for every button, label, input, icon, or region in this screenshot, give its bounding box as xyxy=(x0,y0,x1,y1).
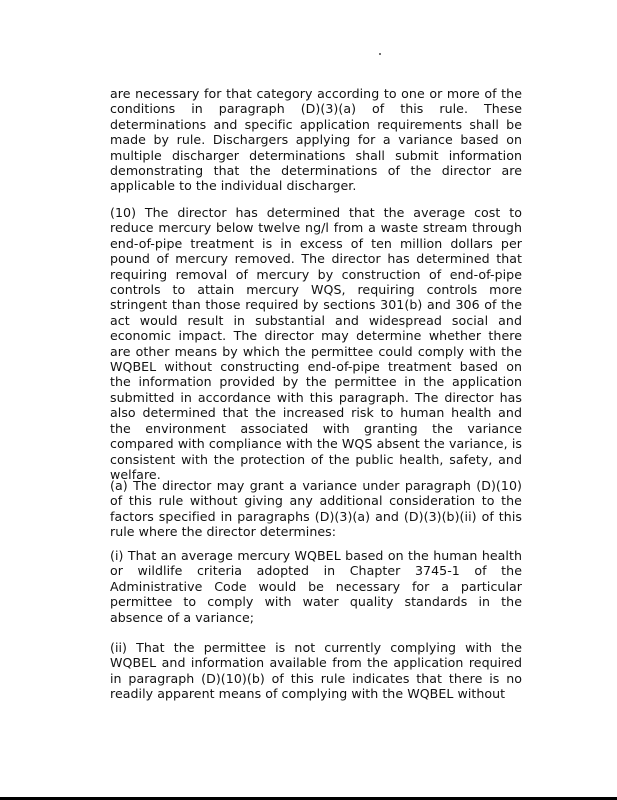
paragraph-10-a: (a) The director may grant a variance under paragraph (D)(10) of this rule without giving any additional consideration to the factors specified in paragraphs (D)(3)(a) and (D)(3)(b)(ii) of this rule where the director determines: xyxy=(110,478,522,540)
paragraph-10-a-i: (i) That an average mercury WQBEL based on the human health or wildlife criteria adopted in Chapter 3745-1 of the Administrative Code would be necessary for a particular permittee to comply with water quality standards in the absence of a variance; xyxy=(110,548,522,625)
scan-speck xyxy=(379,53,381,55)
paragraph-10-a-ii: (ii) That the permittee is not currently complying with the WQBEL and information available from the application required in paragraph (D)(10)(b) of this rule indicates that there is no readily apparent means of complying with the WQBEL without xyxy=(110,640,522,702)
paragraph-10: (10) The director has determined that the average cost to reduce mercury below twelve ng/l from a waste stream through end-of-pipe treatment is in excess of ten million dollars per pound of mercury removed. The director has determined that requiring removal of mercury by construction of end-of-pipe controls to attain mercury WQS, requiring controls more stringent than those required by sections 301(b) and 306 of the act would result in substantial and widespread social and economic impact. The director may determine whether there are other means by which the permittee could comply with the WQBEL without constructing end-of-pipe treatment based on the information provided by the permittee in the application submitted in accordance with this paragraph. The director has also determined that the increased risk to human health and the environment associated with granting the variance compared with compliance with the WQS absent the variance, is consistent with the protection of the public health, safety, and welfare. xyxy=(110,205,522,482)
paragraph-continuation: are necessary for that category according to one or more of the conditions in paragraph (D)(3)(a) of this rule. These determinations and specific application requirements shall be made by rule. Dischargers applying for a variance based on multiple discharger determinations shall submit information demonstrating that the determinations of the director are applicable to the individual discharger. xyxy=(110,86,522,194)
